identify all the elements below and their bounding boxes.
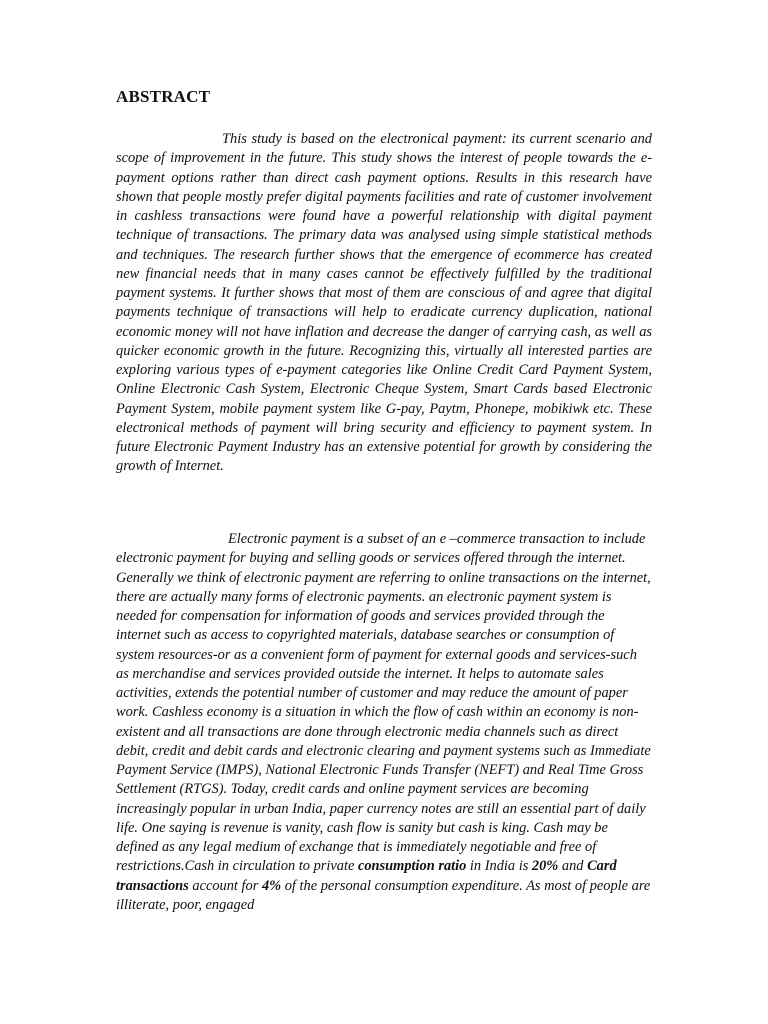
body-text-d: account for (188, 877, 262, 894)
abstract-paragraph-text: This study is based on the electronical payment: its current scenario and scope of improvement in the future. This study shows the interest of people towards the e-payment options rather than direct cash payment options. Results in this research have shown that people mostly prefer digital payments facilities and rate of customer involvement in cashless transactions were found have a powerful relationship with digital payment technique of transactions. The primary data was analysed using simple statistical methods and techniques. The research further shows that the emergence of ecommerce has created new financial needs that in many cases cannot be effectively fulfilled by the traditional payment systems. It further shows that most of them are conscious of and agree that digital payments technique of transactions will help to eradicate currency duplication, national economic money will not have inflation and decrease the danger of carrying cash, as well as quicker economic growth in the future. Recognizing this, virtually all interested parties are exploring various types of e-payment categories like Online Credit Card Payment System, Online Electronic Cash System, Electronic Cheque System, Smart Cards based Electronic Payment System, mobile payment system like G-pay, Paytm, Phonepe, mobikiwk etc. These electronical methods of payment will bring security and efficiency to payment system. In future Electronic Payment Industry has an extensive potential for growth by considering the growth of Internet. (116, 131, 652, 475)
bold-four-percent: 4% (261, 877, 282, 894)
bold-card-transactions: Card transactions (116, 858, 617, 894)
abstract-paragraph (116, 130, 652, 477)
body-text-b: in India is (466, 858, 532, 875)
bold-consumption-ratio: consumption ratio (357, 858, 467, 875)
body-text-e: of the personal consumption expenditure. As most of people are illiterate, poor, engaged (116, 877, 651, 913)
body-paragraph (116, 530, 652, 915)
abstract-heading: ABSTRACT (116, 87, 211, 106)
body-text-c: and (558, 858, 588, 875)
body-text-a: Electronic payment is a subset of an e –commerce transaction to include electronic payment for buying and selling goods or services offered through the internet. Generally we think of electronic payment are referring to online transactions on the internet, there are actually many forms of electronic payments. an electronic payment system is needed for compensation for information of goods and services provided through the internet such as access to copyrighted materials, database searches or consumption of system resources-or as a convenient form of payment for external goods and services-such as merchandise and services provided outside the internet. It helps to automate sales activities, extends the potential number of customer and may reduce the amount of paper work. Cashless economy is a situation in which the flow of cash within an economy is non-existent and all transactions are done through electronic media channels such as direct debit, credit and debit cards and electronic clearing and payment systems such as Immediate Payment Service (IMPS), National Electronic Funds Transfer (NEFT) and Real Time Gross Settlement (RTGS). Today, credit cards and online payment services are becoming increasingly popular in urban India, paper currency notes are still an essential part of daily life. One saying is revenue is vanity, cash flow is sanity but cash is king. Cash may be defined as any legal medium of exchange that is immediately negotiable and free of restrictions.Cash in circulation to private (116, 531, 651, 875)
bold-twenty-percent: 20% (531, 858, 559, 875)
